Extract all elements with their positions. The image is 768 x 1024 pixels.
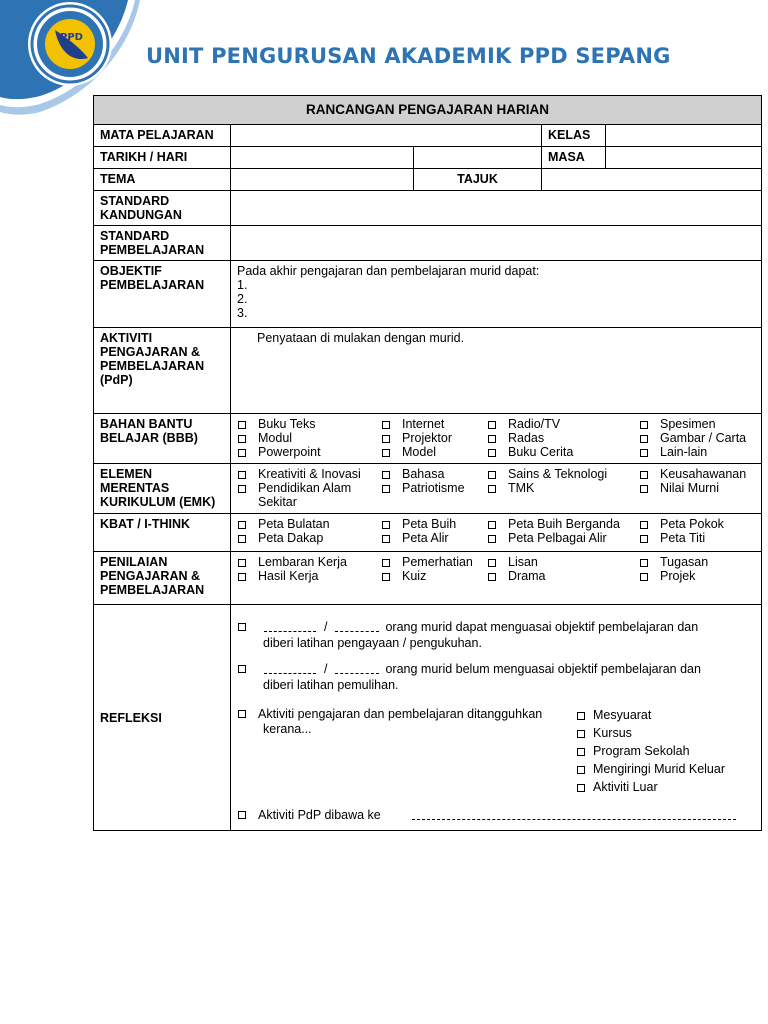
checkbox[interactable] — [640, 521, 648, 529]
option-label: Peta Alir — [402, 531, 449, 545]
checkbox[interactable] — [382, 535, 390, 543]
reason-label: Mesyuarat — [593, 708, 652, 722]
checkbox[interactable] — [488, 449, 496, 457]
checkbox[interactable] — [640, 449, 648, 457]
option-modul[interactable] — [237, 431, 381, 445]
option-projektor[interactable] — [381, 431, 487, 445]
option-internet[interactable] — [381, 417, 487, 431]
option-peta-alir[interactable] — [381, 531, 487, 545]
checkbox[interactable] — [382, 559, 390, 567]
checkbox[interactable] — [382, 421, 390, 429]
emk-options — [231, 464, 762, 514]
penilaian-options — [231, 552, 762, 605]
checkbox[interactable] — [238, 449, 246, 457]
checkbox[interactable] — [488, 559, 496, 567]
option-peta-dakap[interactable] — [237, 531, 381, 545]
option-label: Model — [402, 445, 437, 459]
option-label: Powerpoint — [258, 445, 321, 459]
label-standard-kandungan: STANDARD KANDUNGAN — [94, 191, 231, 226]
checkbox[interactable] — [488, 535, 496, 543]
option-label: Spesimen — [660, 417, 716, 431]
option-tmk[interactable] — [487, 481, 639, 509]
checkbox[interactable] — [640, 535, 648, 543]
checkbox[interactable] — [238, 623, 246, 631]
option-label: TMK — [508, 481, 535, 495]
blank-field[interactable] — [335, 661, 379, 674]
option-label: Gambar / Carta — [660, 431, 747, 445]
checkbox[interactable] — [488, 521, 496, 529]
option-label: Hasil Kerja — [258, 569, 319, 583]
option-label: Peta Pokok — [660, 517, 724, 531]
reason-kursus[interactable] — [576, 724, 725, 742]
checkbox[interactable] — [238, 811, 246, 819]
reason-label: Program Sekolah — [593, 744, 690, 758]
checkbox[interactable] — [382, 449, 390, 457]
option-bahasa[interactable] — [381, 467, 487, 481]
option-label: Internet — [402, 417, 445, 431]
option-label: Kuiz — [402, 569, 427, 583]
label-mata-pelajaran: MATA PELAJARAN — [94, 125, 231, 147]
svg-text:PPD: PPD — [60, 32, 83, 43]
checkbox[interactable] — [238, 535, 246, 543]
checkbox[interactable] — [488, 435, 496, 443]
checkbox[interactable] — [577, 730, 585, 738]
reason-label: Kursus — [593, 726, 632, 740]
option-kreativiti-inovasi[interactable] — [237, 467, 381, 481]
tajuk-field[interactable] — [542, 169, 762, 191]
checkbox[interactable] — [640, 435, 648, 443]
label-tema: TEMA — [94, 169, 231, 191]
label-kbat: KBAT / I-THINK — [94, 514, 231, 552]
option-label: Drama — [508, 569, 546, 583]
option-projek[interactable] — [639, 569, 755, 583]
blank-field[interactable] — [412, 807, 736, 820]
refleksi-field: / orang murid dapat menguasai objektif pembelajaran dan diberi latihan pengayaan / pengukuhan. / orang murid belum menguasai objektif pembelajaran dan diberi latihan pemulihan. Aktiviti pengajaran dan pembelajaran ditangguhkan kerana... Mesyuarat Kursus Program Sekolah Mengiringi Murid Keluar Aktiviti Luar Aktiviti PdP dibawa ke — [231, 605, 762, 831]
option-keusahawanan[interactable] — [639, 467, 755, 481]
option-label: Lisan — [508, 555, 538, 569]
option-label: Pemerhatian — [402, 555, 473, 569]
option-powerpoint[interactable] — [237, 445, 381, 459]
option-buku-cerita[interactable] — [487, 445, 639, 459]
option-hasil-kerja[interactable] — [237, 569, 381, 583]
label-bbb: BAHAN BANTU BELAJAR (BBB) — [94, 414, 231, 464]
checkbox[interactable] — [488, 573, 496, 581]
checkbox[interactable] — [238, 573, 246, 581]
masa-field[interactable] — [606, 147, 762, 169]
checkbox[interactable] — [238, 521, 246, 529]
option-pemerhatian[interactable] — [381, 555, 487, 569]
form-heading: RANCANGAN PENGAJARAN HARIAN — [94, 96, 762, 125]
option-peta-pelbagai-alir[interactable] — [487, 531, 639, 545]
option-label: Peta Buih — [402, 517, 457, 531]
option-label: Lain-lain — [660, 445, 708, 459]
checkbox[interactable] — [640, 559, 648, 567]
option-label: Peta Bulatan — [258, 517, 330, 531]
option-label: Radas — [508, 431, 545, 445]
option-label: Kreativiti & Inovasi — [258, 467, 361, 481]
option-spesimen[interactable] — [639, 417, 755, 431]
label-kelas: KELAS — [542, 125, 606, 147]
option-label: Projektor — [402, 431, 453, 445]
option-radio-tv[interactable] — [487, 417, 639, 431]
checkbox[interactable] — [382, 435, 390, 443]
bbb-options — [231, 414, 762, 464]
option-label: Lembaran Kerja — [258, 555, 347, 569]
label-refleksi: REFLEKSI — [94, 605, 231, 831]
label-emk: ELEMEN MERENTAS KURIKULUM (EMK) — [94, 464, 231, 514]
option-label: Tugasan — [660, 555, 709, 569]
option-peta-buih[interactable] — [381, 517, 487, 531]
checkbox[interactable] — [577, 748, 585, 756]
option-lembaran-kerja[interactable] — [237, 555, 381, 569]
option-buku-teks[interactable] — [237, 417, 381, 431]
aktiviti-field[interactable]: Penyataan di mulakan dengan murid. — [231, 328, 762, 414]
option-label: Sains & Teknologi — [508, 467, 608, 481]
option-label: Peta Titi — [660, 531, 706, 545]
kbat-options — [231, 514, 762, 552]
option-model[interactable] — [381, 445, 487, 459]
standard-pembelajaran-field[interactable] — [231, 226, 762, 261]
option-peta-titi[interactable] — [639, 531, 755, 545]
checkbox[interactable] — [382, 521, 390, 529]
option-label: Pendidikan Alam Sekitar — [258, 481, 352, 509]
standard-kandungan-field[interactable] — [231, 191, 762, 226]
lesson-plan-form — [93, 95, 762, 831]
label-aktiviti: AKTIVITI PENGAJARAN & PEMBELAJARAN (PdP) — [94, 328, 231, 414]
option-lisan[interactable] — [487, 555, 639, 569]
page-title: UNIT PENGURUSAN AKADEMIK PPD SEPANG — [146, 44, 671, 68]
checkbox[interactable] — [577, 784, 585, 792]
reason-program-sekolah[interactable] — [576, 742, 725, 760]
option-label: Radio/TV — [508, 417, 561, 431]
option-label: Buku Teks — [258, 417, 316, 431]
hari-field[interactable] — [414, 147, 542, 169]
reason-aktiviti-luar[interactable] — [576, 778, 725, 796]
option-nilai-murni[interactable] — [639, 481, 755, 509]
checkbox[interactable] — [238, 471, 246, 479]
reason-mesyuarat[interactable] — [576, 706, 725, 724]
option-peta-pokok[interactable] — [639, 517, 755, 531]
checkbox[interactable] — [640, 471, 648, 479]
blank-field[interactable] — [264, 619, 316, 632]
label-tajuk: TAJUK — [414, 169, 542, 191]
checkbox[interactable] — [382, 485, 390, 493]
option-peta-bulatan[interactable] — [237, 517, 381, 531]
checkbox[interactable] — [238, 435, 246, 443]
option-gambar-carta[interactable] — [639, 431, 755, 445]
blank-field[interactable] — [335, 619, 379, 632]
label-masa: MASA — [542, 147, 606, 169]
option-label: Peta Dakap — [258, 531, 324, 545]
option-pendidikan-alam-sekitar[interactable] — [237, 481, 381, 509]
checkbox[interactable] — [382, 573, 390, 581]
checkbox[interactable] — [238, 559, 246, 567]
option-label: Nilai Murni — [660, 481, 720, 495]
option-drama[interactable] — [487, 569, 639, 583]
option-peta-buih-berganda[interactable] — [487, 517, 639, 531]
tarikh-field[interactable] — [231, 147, 414, 169]
objektif-field[interactable]: Pada akhir pengajaran dan pembelajaran murid dapat: 1. 2. 3. — [231, 261, 762, 328]
checkbox[interactable] — [577, 712, 585, 720]
kelas-field[interactable] — [606, 125, 762, 147]
checkbox[interactable] — [488, 471, 496, 479]
option-label: Projek — [660, 569, 696, 583]
option-kuiz[interactable] — [381, 569, 487, 583]
checkbox[interactable] — [238, 485, 246, 493]
reason-mengiringi-murid-keluar[interactable] — [576, 760, 725, 778]
checkbox[interactable] — [238, 710, 246, 718]
option-label: Patriotisme — [402, 481, 465, 495]
option-patriotisme[interactable] — [381, 481, 487, 509]
blank-field[interactable] — [264, 661, 316, 674]
checkbox[interactable] — [640, 485, 648, 493]
checkbox[interactable] — [382, 471, 390, 479]
label-objektif: OBJEKTIF PEMBELAJARAN — [94, 261, 231, 328]
option-label: Keusahawanan — [660, 467, 747, 481]
checkbox[interactable] — [238, 665, 246, 673]
checkbox[interactable] — [577, 766, 585, 774]
checkbox[interactable] — [488, 421, 496, 429]
option-radas[interactable] — [487, 431, 639, 445]
option-label: Buku Cerita — [508, 445, 574, 459]
checkbox[interactable] — [238, 421, 246, 429]
checkbox[interactable] — [640, 421, 648, 429]
label-tarikh-hari: TARIKH / HARI — [94, 147, 231, 169]
checkbox[interactable] — [488, 485, 496, 493]
mata-pelajaran-field[interactable] — [231, 125, 542, 147]
reason-label: Mengiringi Murid Keluar — [593, 762, 726, 776]
option-sains-teknologi[interactable] — [487, 467, 639, 481]
tema-field[interactable] — [231, 169, 414, 191]
reason-label: Aktiviti Luar — [593, 780, 658, 794]
label-standard-pembelajaran: STANDARD PEMBELAJARAN — [94, 226, 231, 261]
option-label: Bahasa — [402, 467, 445, 481]
option-label: Peta Pelbagai Alir — [508, 531, 607, 545]
option-label: Peta Buih Berganda — [508, 517, 620, 531]
option-lain-lain[interactable] — [639, 445, 755, 459]
label-penilaian: PENILAIAN PENGAJARAN & PEMBELAJARAN — [94, 552, 231, 605]
option-label: Modul — [258, 431, 293, 445]
checkbox[interactable] — [640, 573, 648, 581]
option-tugasan[interactable] — [639, 555, 755, 569]
